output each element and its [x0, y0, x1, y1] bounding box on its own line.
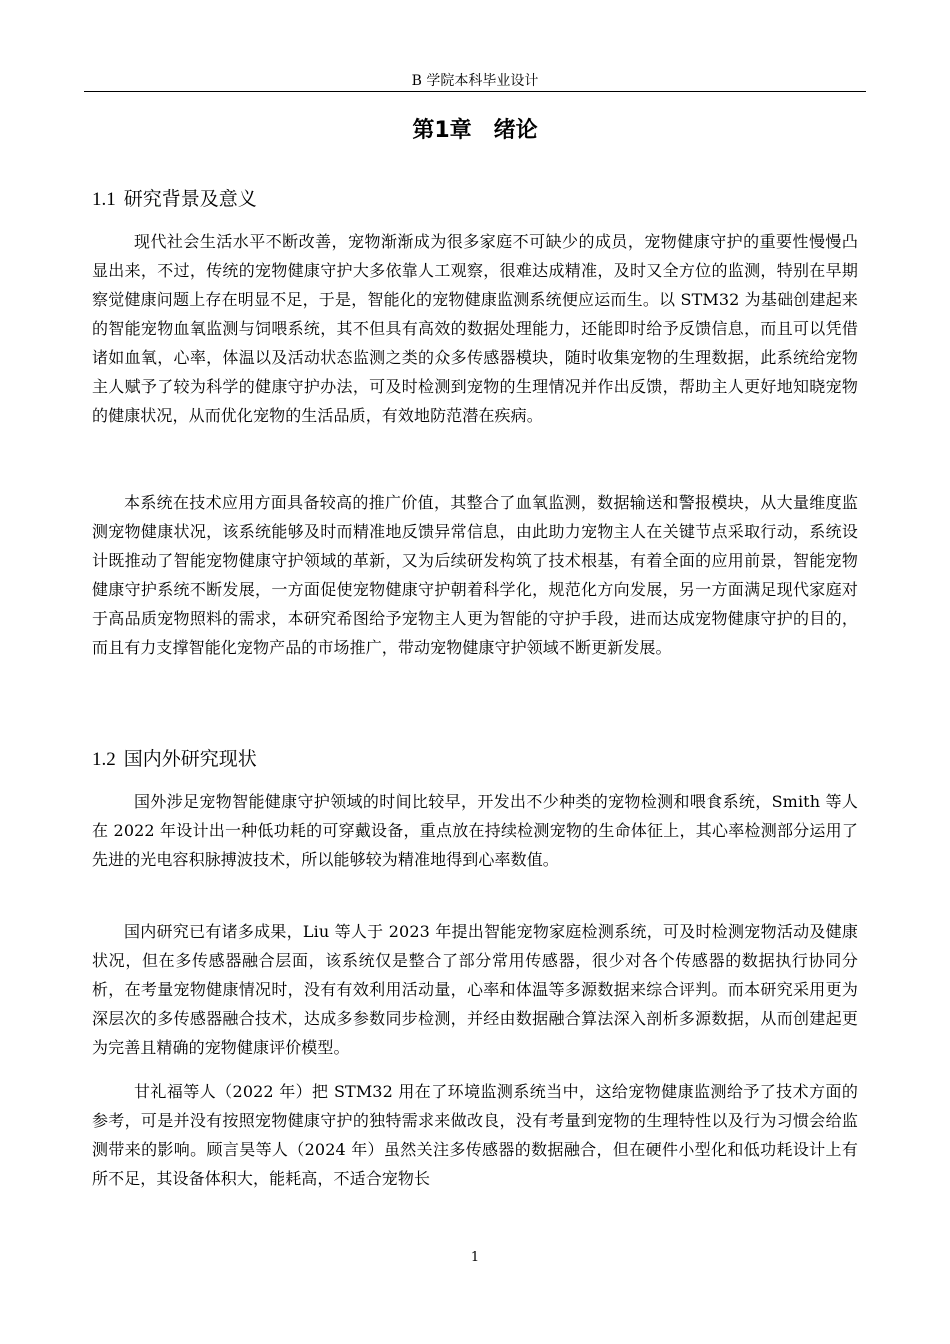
running-header: B 学院本科毕业设计 [411, 73, 539, 89]
paragraph-1-2-b [92, 917, 858, 1062]
paragraph-1-1-b [92, 488, 858, 662]
paragraph-1-1-a [92, 227, 858, 430]
section-number: 1.1 [92, 189, 116, 210]
section-number: 1.2 [92, 749, 116, 770]
chapter-number: 第1章 [412, 118, 472, 143]
paragraph-1-2-c [92, 1077, 858, 1193]
section-heading-1-2 [92, 746, 257, 773]
section-title: 研究背景及意义 [123, 188, 257, 210]
paragraph-1-2-a [92, 787, 858, 874]
section-title: 国内外研究现状 [123, 748, 257, 770]
chapter-name: 绪论 [493, 118, 538, 143]
page-number: 1 [470, 1250, 480, 1265]
paragraph-text: 国内研究已有诸多成果，Liu 等人于 2023 年提出智能宠物家庭检测系统，可及时检测宠物活动及健康状况，但在多传感器融合层面，该系统仅是整合了部分常用传感器，很少对各个传感器的数据执行协同分析，在考量宠物健康情况时，没有有效利用活动量，心率和体温等多源数据来综合评判。而本研究采用更为深层次的多传感器融合技术，达成多参数同步检测，并经由数据融合算法深入剖析多源数据，从而创建起更为完善且精确的宠物健康评价模型。 [92, 922, 858, 1057]
paragraph-text: 国外涉足宠物智能健康守护领域的时间比较早，开发出不少种类的宠物检测和喂食系统，Smith 等人在 2022 年设计出一种低功耗的可穿戴设备，重点放在持续检测宠物的生命体征上，其心率检测部分运用了先进的光电容积脉搏波技术，所以能够较为精准地得到心率数值。 [92, 792, 858, 869]
section-heading-1-1 [92, 186, 257, 213]
paragraph-text: 本系统在技术应用方面具备较高的推广价值，其整合了血氧监测，数据输送和警报模块，从大量维度监测宠物健康状况，该系统能够及时而精准地反馈异常信息，由此助力宠物主人在关键节点采取行动，系统设计既推动了智能宠物健康守护领域的革新，又为后续研发构筑了技术根基，有着全面的应用前景，智能宠物健康守护系统不断发展，一方面促使宠物健康守护朝着科学化，规范化方向发展，另一方面满足现代家庭对于高品质宠物照料的需求，本研究希图给予宠物主人更为智能的守护手段，进而达成宠物健康守护的目的，而且有力支撑智能化宠物产品的市场推广，带动宠物健康守护领域不断更新发展。 [92, 493, 858, 657]
header-rule [84, 91, 866, 92]
chapter-title [84, 116, 866, 146]
paragraph-text: 甘礼福等人（2022 年）把 STM32 用在了环境监测系统当中，这给宠物健康监测给予了技术方面的参考，可是并没有按照宠物健康守护的独特需求来做改良，没有考量到宠物的生理特性以及行为习惯会给监测带来的影响。顾言昊等人（2024 年）虽然关注多传感器的数据融合，但在硬件小型化和低功耗设计上有所不足，其设备体积大，能耗高，不适合宠物长 [92, 1082, 858, 1188]
paragraph-text: 现代社会生活水平不断改善，宠物渐渐成为很多家庭不可缺少的成员，宠物健康守护的重要性慢慢凸显出来，不过，传统的宠物健康守护大多依靠人工观察，很难达成精准，及时又全方位的监测，特别在早期察觉健康问题上存在明显不足，于是，智能化的宠物健康监测系统便应运而生。以 STM32 为基础创建起来的智能宠物血氧监测与饲喂系统，其不但具有高效的数据处理能力，还能即时给予反馈信息，而且可以凭借诸如血氧，心率，体温以及活动状态监测之类的众多传感器模块，随时收集宠物的生理数据，此系统给宠物主人赋予了较为科学的健康守护办法，可及时检测到宠物的生理情况并作出反馈，帮助主人更好地知晓宠物的健康状况，从而优化宠物的生活品质，有效地防范潜在疾病。 [92, 232, 858, 425]
